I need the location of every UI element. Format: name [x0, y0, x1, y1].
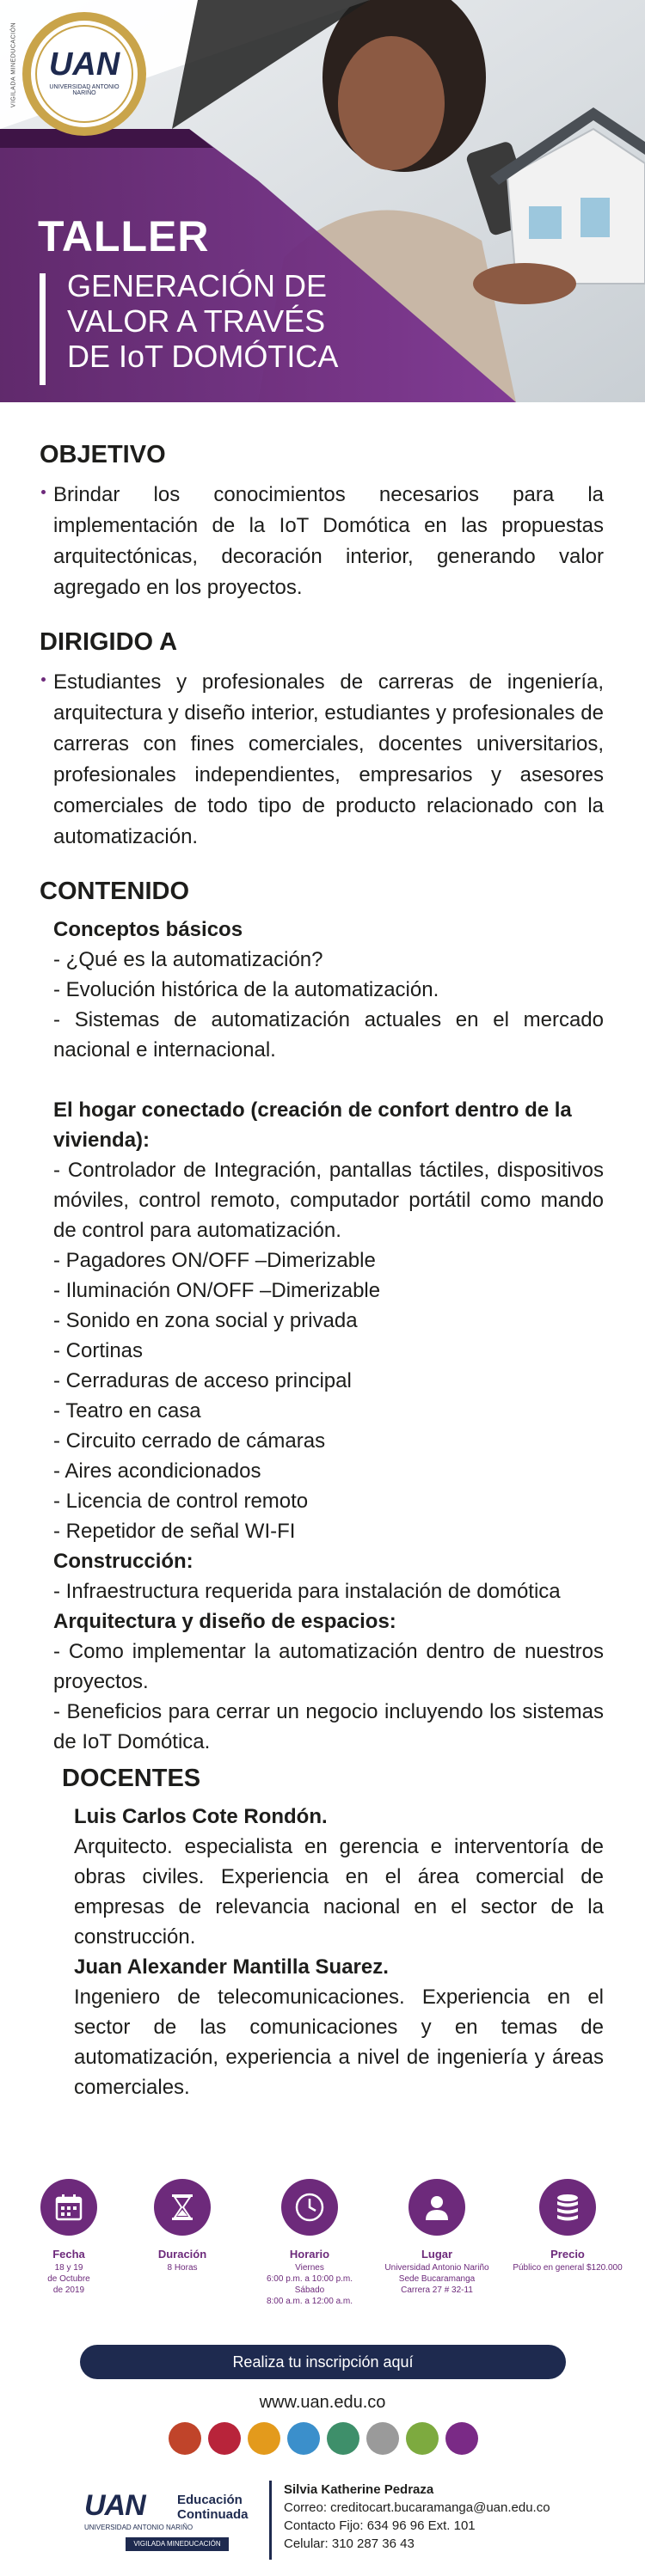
coins-icon [539, 2179, 596, 2236]
event-info [0, 2179, 645, 2325]
construccion-title: Construcción: [53, 1550, 194, 1573]
footer-uan: UAN [84, 2489, 145, 2522]
list-item: - Evolución histórica de la automatización. [53, 978, 439, 1001]
docente-1 [40, 1802, 604, 2102]
main-content [40, 438, 604, 2102]
color-dot [366, 2422, 399, 2455]
info-text: Viernes 6:00 p.m. a 10:00 p.m. Sábado 8:00 a.m. a 12:00 a.m. [266, 2263, 353, 2306]
list-item: - Iluminación ON/OFF –Dimerizable [53, 1279, 381, 1302]
vigilada-side-text: VIGILADA MINEDUCACIÓN [10, 21, 17, 108]
calendar-icon [40, 2179, 97, 2236]
list-item: - Infraestructura requerida para instalación de domótica [53, 1580, 561, 1603]
footer-logo [84, 2489, 256, 2549]
docente-name: Juan Alexander Mantilla Suarez. [74, 1955, 389, 1979]
list-item: - Cortinas [53, 1339, 144, 1362]
workshop-title-line: DE IoT DOMÓTICA [67, 339, 339, 374]
info-lugar [377, 2179, 497, 2296]
color-dot [406, 2422, 439, 2455]
logo-text: UAN [48, 46, 120, 83]
conceptos-title: Conceptos básicos [53, 918, 243, 941]
info-precio [507, 2179, 628, 2273]
footer-uan-sub: UNIVERSIDAD ANTONIO NARIÑO [84, 2524, 194, 2531]
contenido-title: CONTENIDO [40, 878, 189, 905]
info-fecha [9, 2179, 129, 2296]
color-dot [327, 2422, 359, 2455]
info-label: Fecha [52, 2248, 85, 2261]
hogar-title: El hogar conectado (creación de confort dentro de la vivienda): [53, 1098, 572, 1152]
list-item: - Circuito cerrado de cámaras [53, 1429, 326, 1453]
workshop-title-line: GENERACIÓN DE [67, 268, 328, 303]
info-label: Horario [289, 2248, 330, 2261]
contact-phone: Contacto Fijo: 634 96 96 Ext. 101 [284, 2518, 476, 2533]
color-dot [287, 2422, 320, 2455]
docente-bio: Ingeniero de telecomunicaciones. Experiencia en el sector de las comunicaciones y en temas de automatización, experiencia a nivel de ingeniería y áreas comerciales. [74, 1986, 604, 2099]
docentes-title: DOCENTES [62, 1765, 201, 1792]
color-dot [208, 2422, 241, 2455]
dirigido-title: DIRIGIDO A [40, 628, 178, 656]
logo-subtext: UNIVERSIDAD ANTONIO NARIÑO [49, 84, 120, 96]
hero-banner [0, 0, 645, 402]
docente-name: Luis Carlos Cote Rondón. [74, 1805, 328, 1828]
hourglass-icon [154, 2179, 211, 2236]
info-text: Universidad Antonio Nariño Sede Bucaramanga Carrera 27 # 32-11 [384, 2263, 489, 2295]
taller-heading: TALLER [38, 212, 210, 260]
info-horario [249, 2179, 370, 2307]
user-icon [408, 2179, 465, 2236]
info-duracion [122, 2179, 243, 2273]
dirigido-text: Estudiantes y profesionales de carreras de ingeniería, arquitectura y diseño interior, estudiantes y profesionales de carreras con fines comerciales, docentes universitarios, profesionales independientes, empresarios y asesores comerciales de todo tipo de producto relacionado con la automatización. [40, 667, 604, 853]
list-item: - Aires acondicionados [53, 1459, 261, 1483]
footer-vigilada: VIGILADA MINEDUCACIÓN [126, 2537, 229, 2551]
workshop-title [67, 268, 428, 374]
color-dots [169, 2422, 478, 2457]
info-text: 18 y 19 de Octubre de 2019 [47, 2263, 90, 2295]
list-item: - Repetidor de señal WI-FI [53, 1520, 296, 1543]
list-item: - Controlador de Integración, pantallas táctiles, dispositivos móviles, control remoto, computador portátil como mando de control para automatización. [53, 1159, 604, 1242]
contact-info [284, 2481, 550, 2553]
color-dot [169, 2422, 201, 2455]
list-item: - Sistemas de automatización actuales en el mercado nacional e internacional. [53, 1008, 604, 1062]
list-item: - Como implementar la automatización dentro de nuestros proyectos. [53, 1640, 604, 1693]
register-button[interactable]: Realiza tu inscripción aquí [80, 2345, 566, 2379]
arquitectura-title: Arquitectura y diseño de espacios: [53, 1610, 396, 1633]
contact-cell: Celular: 310 287 36 43 [284, 2536, 415, 2551]
list-item: - Licencia de control remoto [53, 1490, 309, 1513]
list-item: - ¿Qué es la automatización? [53, 948, 323, 971]
list-item: - Pagadores ON/OFF –Dimerizable [53, 1249, 376, 1272]
list-item: - Teatro en casa [53, 1399, 201, 1423]
list-item: - Cerraduras de acceso principal [53, 1369, 352, 1392]
footer [0, 2475, 645, 2576]
workshop-title-line: VALOR A TRAVÉS [67, 303, 326, 339]
color-dot [248, 2422, 280, 2455]
info-label: Lugar [421, 2248, 453, 2261]
title-accent-bar [40, 273, 46, 385]
objetivo-title: OBJETIVO [40, 441, 166, 468]
contact-name: Silvia Katherine Pedraza [284, 2482, 434, 2497]
list-item: - Beneficios para cerrar un negocio incluyendo los sistemas de IoT Domótica. [53, 1700, 604, 1753]
list-item: - Sonido en zona social y privada [53, 1309, 358, 1332]
footer-edu: Educación Continuada [177, 2493, 249, 2522]
website-link[interactable]: www.uan.edu.co [259, 2393, 386, 2412]
contenido-list [40, 915, 604, 1757]
info-text: 8 Horas [167, 2263, 198, 2273]
objetivo-text: Brindar los conocimientos necesarios para la implementación de la IoT Domótica en las propuestas arquitectónicas, decoración interior, generando valor agregado en los proyectos. [40, 480, 604, 603]
info-label: Precio [550, 2248, 585, 2261]
info-text: Público en general $120.000 [513, 2263, 623, 2273]
docente-bio: Arquitecto. especialista en gerencia e interventoría de obras civiles. Experiencia en el área comercial de empresas de relevancia nacional en el sector de la construcción. [74, 1835, 604, 1949]
contact-email[interactable]: Correo: creditocart.bucaramanga@uan.edu.co [284, 2500, 550, 2515]
info-label: Duración [157, 2248, 207, 2261]
footer-divider [269, 2481, 272, 2560]
clock-icon [281, 2179, 338, 2236]
color-dot [445, 2422, 478, 2455]
